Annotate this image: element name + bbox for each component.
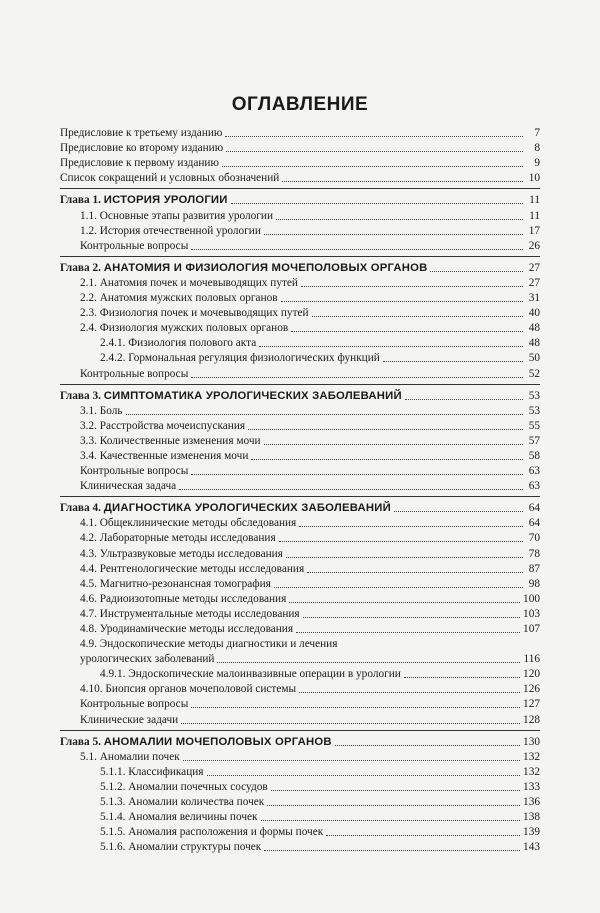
dot-leader xyxy=(217,661,520,663)
entry-text: Контрольные вопросы xyxy=(80,367,189,380)
toc-entry xyxy=(60,824,540,839)
page-number: 70 xyxy=(528,532,540,545)
dot-leader xyxy=(191,376,523,378)
page-number: 31 xyxy=(528,292,540,305)
chapter-label: Глава 4. xyxy=(60,502,101,515)
entry-text: 2.4.1. Физиология полового акта xyxy=(100,337,257,350)
dot-leader xyxy=(326,834,520,836)
page-number: 58 xyxy=(528,449,540,462)
entry-text: 5.1.5. Аномалия расположения и формы почек xyxy=(100,826,324,839)
entry-text: 3.2. Расстройства мочеиспускания xyxy=(80,419,246,432)
dot-leader xyxy=(281,300,523,302)
dot-leader xyxy=(299,691,520,693)
toc-entry xyxy=(60,764,540,779)
toc-entry xyxy=(60,207,540,222)
dot-leader xyxy=(191,473,523,475)
dot-leader xyxy=(231,202,523,204)
page-number: 127 xyxy=(523,698,540,711)
entry-text: 5.1.6. Аномалии структуры почек xyxy=(100,841,262,854)
dot-leader xyxy=(179,488,523,490)
toc-entry xyxy=(60,463,540,478)
toc-entry xyxy=(60,591,540,606)
entry-text: 4.3. Ультразвуковые методы исследования xyxy=(80,547,283,560)
toc-entry xyxy=(60,666,540,681)
dot-leader xyxy=(335,744,520,746)
entry-text: 4.6. Радиоизотопные методы исследования xyxy=(80,592,287,605)
toc-entry xyxy=(60,651,540,666)
chapter-title: СИМПТОМАТИКА УРОЛОГИЧЕСКИХ ЗАБОЛЕВАНИЙ xyxy=(103,389,402,402)
toc-entry xyxy=(60,155,540,170)
entry-text: 2.3. Физиология почек и мочевыводящих путей xyxy=(80,307,309,320)
page-number: 130 xyxy=(523,735,540,748)
dot-leader xyxy=(126,413,523,415)
toc-entry xyxy=(60,403,540,418)
chapter-title: ДИАГНОСТИКА УРОЛОГИЧЕСКИХ ЗАБОЛЕВАНИЙ xyxy=(103,502,391,515)
toc-chapter xyxy=(60,192,540,207)
chapter-divider xyxy=(60,496,540,497)
page-number: 98 xyxy=(528,577,540,590)
entry-text: 5.1.3. Аномалии количества почек xyxy=(100,796,265,809)
dot-leader xyxy=(264,233,523,235)
page-number: 136 xyxy=(523,796,540,809)
page-number: 78 xyxy=(528,547,540,560)
entry-text: 4.9. Эндоскопические методы диагностики и лечения xyxy=(80,638,338,651)
entry-text: 3.3. Количественные изменения мочи xyxy=(80,434,261,447)
entry-text: 4.9.1. Эндоскопические малоинвазивные операции в урологии xyxy=(100,668,401,681)
dot-leader xyxy=(296,631,520,633)
dot-leader xyxy=(291,330,523,332)
page-number: 7 xyxy=(534,127,540,140)
entry-text: Клинические задачи xyxy=(80,713,179,726)
dot-leader xyxy=(191,706,520,708)
dot-leader xyxy=(264,443,523,445)
toc-entry xyxy=(60,749,540,764)
page-number: 126 xyxy=(523,683,540,696)
toc-entry xyxy=(60,433,540,448)
entry-text: 5.1.2. Аномалии почечных сосудов xyxy=(100,780,268,793)
page-number: 133 xyxy=(523,780,540,793)
page-number: 40 xyxy=(528,307,540,320)
toc-entry xyxy=(60,478,540,493)
toc-entry xyxy=(60,140,540,155)
dot-leader xyxy=(248,428,523,430)
dot-leader xyxy=(259,345,523,347)
toc-chapter xyxy=(60,260,540,275)
toc-entry xyxy=(60,696,540,711)
dot-leader xyxy=(271,789,520,791)
entry-text: урологических заболеваний xyxy=(80,653,215,666)
entry-text: 1.2. История отечественной урологии xyxy=(80,224,261,237)
dot-leader xyxy=(286,556,523,558)
dot-leader xyxy=(279,540,523,542)
chapter-heading xyxy=(60,736,332,749)
dot-leader xyxy=(430,270,523,272)
page-number: 55 xyxy=(528,419,540,432)
entry-text: Контрольные вопросы xyxy=(80,465,189,478)
chapter-label: Глава 5. xyxy=(60,735,101,748)
page-number: 132 xyxy=(523,750,540,763)
page-number: 48 xyxy=(528,337,540,350)
entry-text: 3.1. Боль xyxy=(80,404,123,417)
dot-leader xyxy=(274,586,523,588)
chapter-title: АНАТОМИЯ И ФИЗИОЛОГИЯ МОЧЕПОЛОВЫХ ОРГАНОВ xyxy=(103,261,428,274)
page-number: 26 xyxy=(528,239,540,252)
page-number: 120 xyxy=(523,668,540,681)
toc-chapter xyxy=(60,734,540,749)
dot-leader xyxy=(289,601,520,603)
chapter-title: ИСТОРИЯ УРОЛОГИИ xyxy=(103,194,228,207)
chapter-divider xyxy=(60,730,540,731)
page-number: 100 xyxy=(523,592,540,605)
toc-entry xyxy=(60,530,540,545)
page-number: 143 xyxy=(523,841,540,854)
dot-leader xyxy=(264,849,520,851)
entry-text: Список сокращений и условных обозначений xyxy=(60,172,280,185)
toc-entry xyxy=(60,305,540,320)
toc-entry xyxy=(60,448,540,463)
chapter-label: Глава 1. xyxy=(60,194,101,207)
chapter-heading xyxy=(60,390,402,403)
entry-text: Предисловие к третьему изданию xyxy=(60,127,223,140)
page-number: 8 xyxy=(534,142,540,155)
page-number: 48 xyxy=(528,322,540,335)
toc-entry xyxy=(60,125,540,140)
toc-entry xyxy=(60,290,540,305)
page-number: 87 xyxy=(528,562,540,575)
page-number: 132 xyxy=(523,765,540,778)
dot-leader xyxy=(225,135,523,137)
page-number: 138 xyxy=(523,811,540,824)
dot-leader xyxy=(261,819,521,821)
toc-entry xyxy=(60,839,540,854)
chapter-title: АНОМАЛИИ МОЧЕПОЛОВЫХ ОРГАНОВ xyxy=(103,735,332,748)
toc-entry xyxy=(60,779,540,794)
entry-text: 4.4. Рентгенологические методы исследования xyxy=(80,562,305,575)
toc-entry xyxy=(60,681,540,696)
toc-chapter xyxy=(60,500,540,515)
entry-text: 5.1.4. Аномалия величины почек xyxy=(100,811,258,824)
page-number: 63 xyxy=(528,480,540,493)
dot-leader xyxy=(181,722,520,724)
page-number: 128 xyxy=(523,713,540,726)
toc-entry xyxy=(60,170,540,185)
page-number: 63 xyxy=(528,465,540,478)
page-number: 52 xyxy=(528,367,540,380)
entry-text: 5.1. Аномалии почек xyxy=(80,750,180,763)
page-number: 53 xyxy=(528,404,540,417)
page-number: 27 xyxy=(528,261,540,274)
toc-entry xyxy=(60,223,540,238)
entry-text: Контрольные вопросы xyxy=(80,698,189,711)
page-number: 17 xyxy=(528,224,540,237)
entry-text: 2.4. Физиология мужских половых органов xyxy=(80,322,289,335)
dot-leader xyxy=(307,571,523,573)
page-number: 10 xyxy=(528,172,540,185)
dot-leader xyxy=(394,510,523,512)
dot-leader xyxy=(299,525,523,527)
toc-entry xyxy=(60,515,540,530)
page-number: 107 xyxy=(523,623,540,635)
entry-text: Контрольные вопросы xyxy=(80,239,189,252)
entry-text: 4.1. Общеклинические методы обследования xyxy=(80,517,297,530)
entry-text: 4.10. Биопсия органов мочеполовой системы xyxy=(80,683,297,696)
dot-leader xyxy=(282,180,523,182)
table-of-contents xyxy=(60,125,540,854)
chapter-label: Глава 2. xyxy=(60,261,101,274)
page-number: 50 xyxy=(528,352,540,365)
dot-leader xyxy=(276,218,523,220)
toc-entry xyxy=(60,561,540,576)
page-number: 11 xyxy=(529,194,540,207)
chapter-heading xyxy=(60,502,391,515)
toc-entry xyxy=(60,335,540,350)
dot-leader xyxy=(183,759,520,761)
dot-leader xyxy=(405,398,523,400)
toc-entry xyxy=(60,621,540,636)
entry-text: Предисловие ко второму изданию xyxy=(60,142,224,155)
entry-text: Предисловие к первому изданию xyxy=(60,157,219,170)
entry-text: Клиническая задача xyxy=(80,480,177,493)
page-number: 53 xyxy=(528,389,540,402)
dot-leader xyxy=(207,774,521,776)
toc-entry xyxy=(60,794,540,809)
dot-leader xyxy=(267,804,520,806)
dot-leader xyxy=(312,315,523,317)
toc-entry xyxy=(60,606,540,621)
chapter-heading xyxy=(60,194,228,207)
dot-leader xyxy=(301,285,523,287)
entry-text: 4.8. Уродинамические методы исследования xyxy=(80,623,294,635)
page-number: 57 xyxy=(528,434,540,447)
chapter-divider xyxy=(60,188,540,189)
chapter-divider xyxy=(60,384,540,385)
entry-text: 2.4.2. Гормональная регуляция физиологических функций xyxy=(100,352,380,365)
page-number: 27 xyxy=(528,276,540,289)
page-number: 139 xyxy=(523,826,540,839)
entry-text: 1.1. Основные этапы развития урологии xyxy=(80,209,274,222)
toc-entry xyxy=(60,636,540,651)
toc-entry xyxy=(60,275,540,290)
page-number: 116 xyxy=(523,653,540,666)
toc-entry xyxy=(60,576,540,591)
entry-text: 2.1. Анатомия почек и мочевыводящих путей xyxy=(80,276,298,289)
entry-text: 4.7. Инструментальные методы исследования xyxy=(80,607,300,620)
page-title: ОГЛАВЛЕНИЕ xyxy=(231,94,369,115)
page-number: 103 xyxy=(523,607,540,620)
toc-entry xyxy=(60,320,540,335)
dot-leader xyxy=(383,360,523,362)
page-number: 64 xyxy=(528,502,540,515)
toc-entry xyxy=(60,418,540,433)
entry-text: 2.2. Анатомия мужских половых органов xyxy=(80,292,278,305)
dot-leader xyxy=(251,458,523,460)
entry-text: 4.5. Магнитно-резонансная томография xyxy=(80,577,271,590)
entry-text: 5.1.1. Классификация xyxy=(100,765,204,778)
entry-text: 4.2. Лабораторные методы исследования xyxy=(80,532,276,545)
chapter-divider xyxy=(60,256,540,257)
dot-leader xyxy=(191,248,523,250)
toc-chapter xyxy=(60,388,540,403)
dot-leader xyxy=(222,165,523,167)
dot-leader xyxy=(404,676,520,678)
dot-leader xyxy=(303,616,520,618)
chapter-label: Глава 3. xyxy=(60,389,101,402)
chapter-heading xyxy=(60,262,427,275)
dot-leader xyxy=(226,150,523,152)
toc-entry xyxy=(60,809,540,824)
toc-entry xyxy=(60,238,540,253)
toc-entry xyxy=(60,365,540,380)
dot-leader xyxy=(340,647,523,648)
toc-entry xyxy=(60,711,540,726)
entry-text: 3.4. Качественные изменения мочи xyxy=(80,449,249,462)
page-number: 64 xyxy=(528,517,540,530)
toc-entry xyxy=(60,545,540,560)
toc-entry xyxy=(60,350,540,365)
page-number: 9 xyxy=(534,157,540,170)
page-number: 11 xyxy=(529,209,540,222)
